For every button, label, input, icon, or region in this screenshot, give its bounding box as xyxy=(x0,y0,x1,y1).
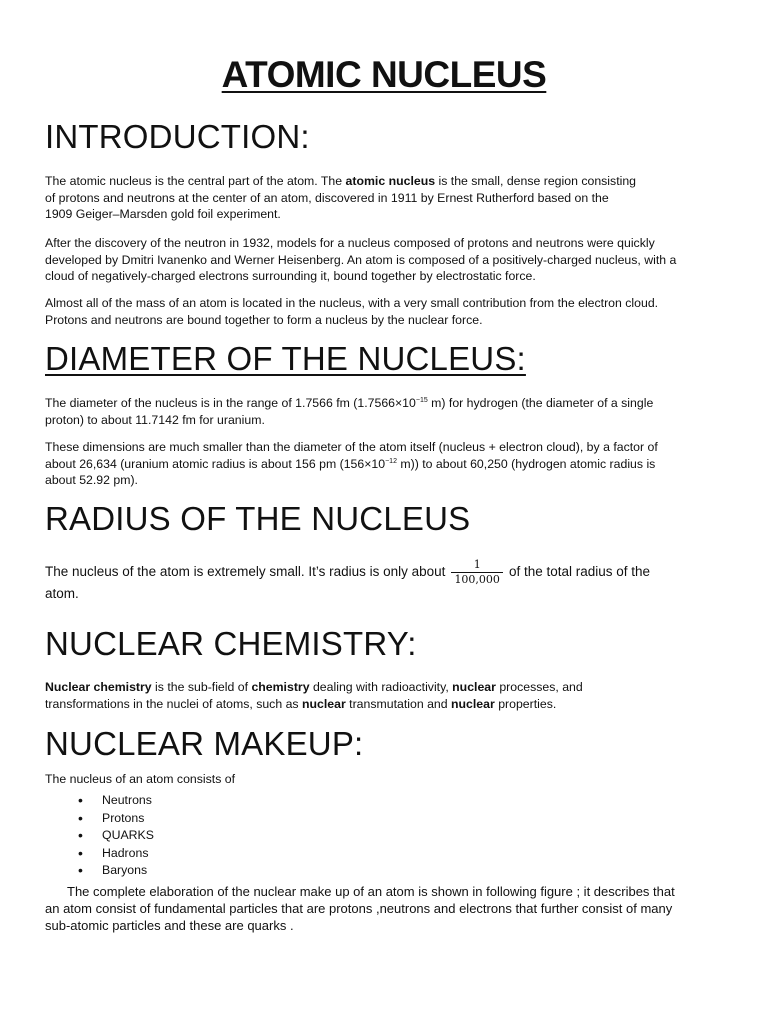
document-title: ATOMIC NUCLEUS xyxy=(221,54,547,95)
heading-nuclear-makeup: NUCLEAR MAKEUP: xyxy=(45,725,364,762)
diameter-paragraph-1 xyxy=(45,395,735,428)
text-line: an atom consist of fundamental particles that are protons ,neutrons and electrons that further consist of many xyxy=(45,901,673,916)
makeup-intro xyxy=(45,771,735,788)
list-item: • QUARKS xyxy=(78,827,154,845)
intro-paragraph-1 xyxy=(45,173,735,223)
intro-paragraph-2 xyxy=(45,235,735,285)
radius-paragraph xyxy=(45,558,735,601)
heading-radius: RADIUS OF THE NUCLEUS xyxy=(45,500,471,537)
text-line: The nucleus of the atom is extremely small. It’s radius is only about $\frac{1}{100,000}$ of the total radius of the xyxy=(45,558,651,586)
text-line: Protons and neutrons are bound together to form a nucleus by the nuclear force. xyxy=(45,312,483,327)
text-line: The atomic nucleus is the central part of the atom. The atomic nucleus is the small, dense region consisting xyxy=(45,174,637,188)
text-line: about 52.92 pm). xyxy=(45,473,138,487)
text-line: sub-atomic particles and these are quarks . xyxy=(45,918,294,933)
text-line: about 26,634 (uranium atomic radius is about 156 pm ($156\times 10^{-12}$ m)) to about 60,250 (hydrogen atomic radius is xyxy=(45,456,656,471)
intro-paragraph-3 xyxy=(45,295,735,328)
text-line: developed by Dmitri Ivanenko and Werner Heisenberg. An atom is composed of a positively-charged nucleus, with a xyxy=(45,252,677,267)
text-line: cloud of negatively-charged electrons surrounding it, bound together by electrostatic force. xyxy=(45,269,536,283)
heading-introduction: INTRODUCTION: xyxy=(45,118,310,155)
document-title-wrap xyxy=(0,54,768,96)
list-item: • Neutrons xyxy=(78,792,154,810)
text-line: transformations in the nuclei of atoms, such as nuclear transmutation and nuclear properties. xyxy=(45,696,557,711)
text-line: The nucleus of an atom consists of xyxy=(45,772,236,786)
text-line: After the discovery of the neutron in 1932, models for a nucleus composed of protons and neutrons were quickly xyxy=(45,236,655,250)
chemistry-paragraph xyxy=(45,679,735,712)
text-line: atom. xyxy=(45,586,79,601)
heading-nuclear-chemistry: NUCLEAR CHEMISTRY: xyxy=(45,625,417,662)
fraction: $\frac{1}{100,000}$ xyxy=(451,558,503,587)
makeup-list xyxy=(78,792,154,880)
list-item: • Baryons xyxy=(78,862,154,880)
list-item: • Hadrons xyxy=(78,845,154,863)
diameter-paragraph-2 xyxy=(45,439,735,489)
text-line: These dimensions are much smaller than the diameter of the atom itself (nucleus + electron cloud), by a factor of xyxy=(45,440,658,454)
text-line: Nuclear chemistry is the sub-field of chemistry dealing with radioactivity, nuclear processes, and xyxy=(45,680,583,694)
heading-diameter: DIAMETER OF THE NUCLEUS: xyxy=(45,340,526,377)
text-line: The diameter of the nucleus is in the range of 1.7566 fm ($1.7566\times 10^{-15}$ m) for hydrogen (the diameter of a single xyxy=(45,396,654,410)
text-line: The complete elaboration of the nuclear make up of an atom is shown in following figure ; it describes that xyxy=(67,884,675,899)
text-line: 1909 Geiger–Marsden gold foil experiment. xyxy=(45,207,281,221)
list-item: • Protons xyxy=(78,810,154,828)
text-line: proton) to about 11.7142 fm for uranium. xyxy=(45,412,265,427)
text-line: of protons and neutrons at the center of an atom, discovered in 1911 by Ernest Rutherford based on the xyxy=(45,190,609,205)
text-line: Almost all of the mass of an atom is located in the nucleus, with a very small contribution from the electron cloud. xyxy=(45,296,659,310)
makeup-paragraph xyxy=(45,883,745,934)
